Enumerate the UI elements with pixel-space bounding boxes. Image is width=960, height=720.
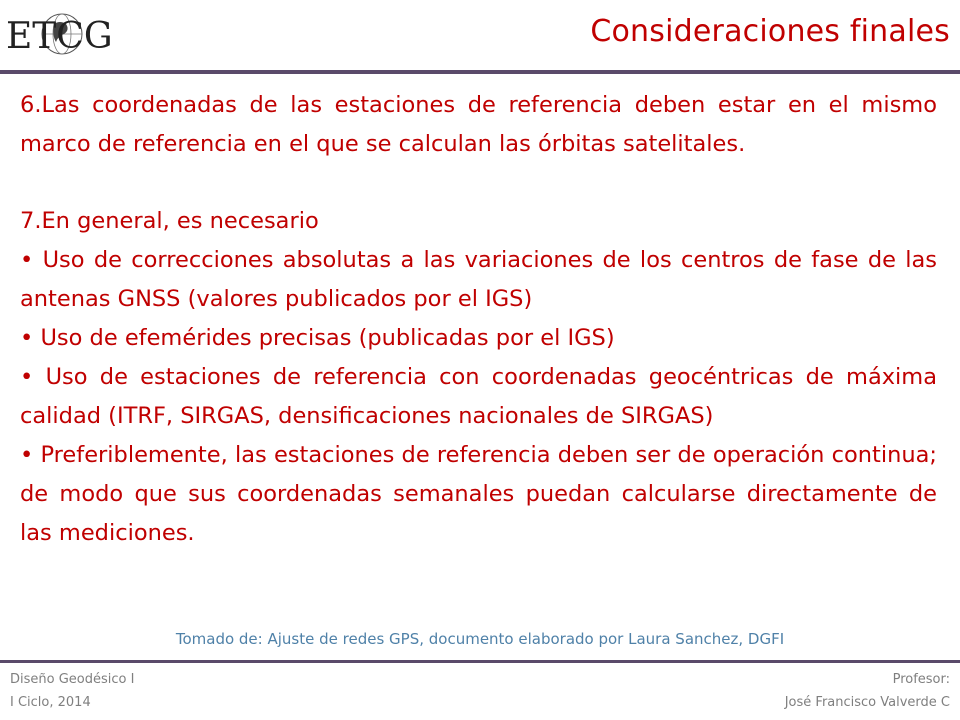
point-6: 6.Las coordenadas de las estaciones de referencia deben estar en el mismo marco de referencia en el que se calculan las órbitas satelitales. (20, 92, 937, 157)
point-7-heading: 7.En general, es necesario (20, 208, 319, 234)
bullet-icon: • (20, 442, 34, 468)
footer-divider (0, 660, 960, 663)
professor-name: José Francisco Valverde C (784, 695, 950, 710)
bullet-icon: • (20, 247, 34, 273)
school-logo (4, 6, 116, 62)
source-citation: Tomado de: Ajuste de redes GPS, documento elaborado por Laura Sanchez, DGFI (175, 630, 785, 648)
bullet-text: Uso de efemérides precisas (publicadas por el IGS) (40, 325, 615, 351)
bullet-icon: • (20, 364, 34, 390)
footer-professor-info (785, 668, 950, 714)
footer-course-info (10, 668, 134, 714)
paragraph-gap (20, 164, 937, 202)
slide-title: Consideraciones finales (590, 14, 950, 49)
bullet-text: Preferiblemente, las estaciones de referencia deben ser de operación continua; de modo que sus coordenadas semanales puedan calcularse directamente de las mediciones. (20, 442, 937, 546)
bullet-icon: • (20, 325, 34, 351)
bullet-item (20, 241, 937, 319)
bullet-item (20, 319, 937, 358)
slide-content (20, 86, 937, 553)
header-divider (0, 70, 960, 74)
course-name: Diseño Geodésico I (10, 672, 135, 687)
logo-text: ETCG (6, 16, 113, 57)
bullet-item (20, 358, 937, 436)
course-term: I Ciclo, 2014 (10, 695, 91, 710)
bullet-text: Uso de estaciones de referencia con coordenadas geocéntricas de máxima calidad (ITRF, SIRGAS, densificaciones nacionales de SIRGAS) (20, 364, 938, 429)
bullet-text: Uso de correcciones absolutas a las variaciones de los centros de fase de las antenas GNSS (valores publicados por el IGS) (20, 247, 938, 312)
professor-label: Profesor: (892, 672, 950, 687)
etcg-logo-icon (4, 6, 116, 62)
bullet-item (20, 436, 937, 553)
